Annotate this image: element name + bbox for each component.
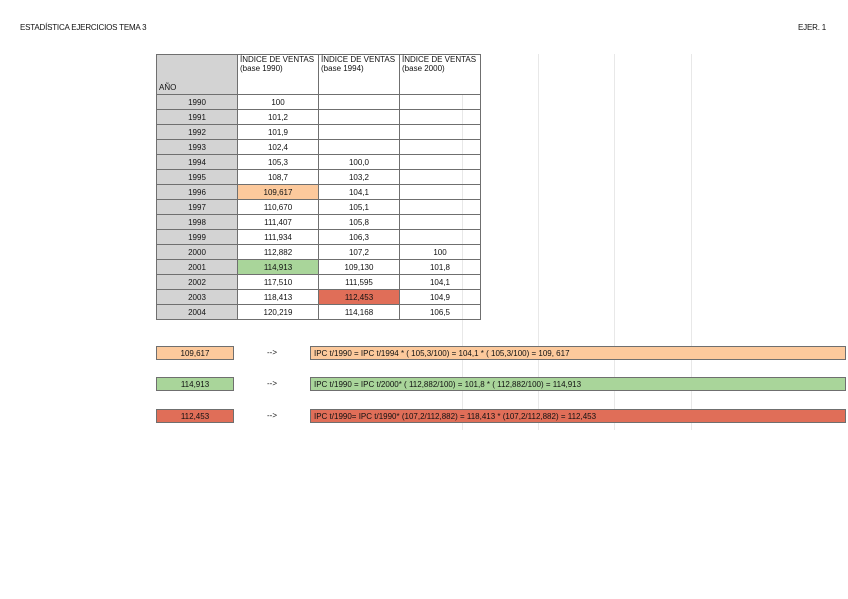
arrow-label: --> [267,379,277,388]
table-row [157,200,481,215]
header-year: AÑO [157,55,238,95]
cell-base-1994: 109,130 [319,260,400,275]
cell-year: 1999 [157,230,238,245]
cell-base-1994: 103,2 [319,170,400,185]
table-row [157,215,481,230]
cell-base-1994 [319,140,400,155]
cell-base-1994-highlight-red: 112,453 [319,290,400,305]
document-title: ESTADÍSTICA EJERCICIOS TEMA 3 [20,23,147,32]
cell-base-1994: 107,2 [319,245,400,260]
cell-year: 1990 [157,95,238,110]
table-row [157,95,481,110]
formula-result: 112,453 [156,409,234,423]
cell-base-1994: 111,595 [319,275,400,290]
cell-base-1990: 118,413 [238,290,319,305]
table-row [157,305,481,320]
formula-text: IPC t/1990= IPC t/1990* (107,2/112,882) = 118,413 * (107,2/112,882) = 112,453 [310,409,846,423]
cell-base-1990-highlight-green: 114,913 [238,260,319,275]
header-base-1994: ÍNDICE DE VENTAS (base 1994) [319,55,400,95]
cell-base-1994 [319,110,400,125]
cell-year: 2000 [157,245,238,260]
cell-year: 1993 [157,140,238,155]
cell-base-2000: 100 [400,245,481,260]
cell-base-2000 [400,155,481,170]
cell-base-2000 [400,170,481,185]
table-row [157,155,481,170]
arrow-label: --> [267,348,277,357]
cell-base-1994: 106,3 [319,230,400,245]
table-row [157,260,481,275]
table-row [157,140,481,155]
cell-base-1994 [319,95,400,110]
cell-base-1994: 104,1 [319,185,400,200]
table-row [157,170,481,185]
cell-year: 2004 [157,305,238,320]
cell-year: 2001 [157,260,238,275]
cell-base-1990: 110,670 [238,200,319,215]
cell-base-1990: 105,3 [238,155,319,170]
cell-base-1990: 117,510 [238,275,319,290]
table-row [157,125,481,140]
table-row [157,230,481,245]
exercise-label: EJER. 1 [798,23,826,32]
cell-base-1990: 111,407 [238,215,319,230]
cell-base-2000 [400,215,481,230]
cell-base-1994: 105,1 [319,200,400,215]
header-base-2000: ÍNDICE DE VENTAS (base 2000) [400,55,481,95]
table-row [157,110,481,125]
cell-base-2000 [400,95,481,110]
cell-year: 1995 [157,170,238,185]
cell-year: 1992 [157,125,238,140]
cell-base-2000 [400,200,481,215]
cell-base-1990: 101,9 [238,125,319,140]
cell-base-2000 [400,230,481,245]
cell-year: 1994 [157,155,238,170]
cell-base-1994: 100,0 [319,155,400,170]
cell-base-1994: 114,168 [319,305,400,320]
arrow-label: --> [267,411,277,420]
cell-base-1990-highlight-orange: 109,617 [238,185,319,200]
cell-base-1990: 108,7 [238,170,319,185]
cell-year: 1997 [157,200,238,215]
cell-base-2000: 101,8 [400,260,481,275]
cell-base-2000 [400,185,481,200]
cell-base-1990: 101,2 [238,110,319,125]
cell-base-2000 [400,140,481,155]
header-base-1990: ÍNDICE DE VENTAS (base 1990) [238,55,319,95]
cell-base-1990: 100 [238,95,319,110]
cell-year: 1991 [157,110,238,125]
formula-result: 114,913 [156,377,234,391]
table-row [157,245,481,260]
formula-result: 109,617 [156,346,234,360]
cell-base-2000: 104,9 [400,290,481,305]
table-row [157,275,481,290]
cell-base-1994 [319,125,400,140]
cell-base-1990: 120,219 [238,305,319,320]
cell-base-2000 [400,110,481,125]
table-header-row [157,55,481,95]
cell-year: 1998 [157,215,238,230]
cell-year: 1996 [157,185,238,200]
table-row [157,185,481,200]
formula-text: IPC t/1990 = IPC t/2000* ( 112,882/100) = 101,8 * ( 112,882/100) = 114,913 [310,377,846,391]
cell-base-1994: 105,8 [319,215,400,230]
cell-base-2000 [400,125,481,140]
formula-text: IPC t/1990 = IPC t/1994 * ( 105,3/100) = 104,1 * ( 105,3/100) = 109, 617 [310,346,846,360]
cell-year: 2002 [157,275,238,290]
table-row [157,290,481,305]
cell-base-1990: 112,882 [238,245,319,260]
cell-base-1990: 102,4 [238,140,319,155]
cell-base-1990: 111,934 [238,230,319,245]
cell-year: 2003 [157,290,238,305]
sales-index-table [156,54,481,320]
cell-base-2000: 104,1 [400,275,481,290]
cell-base-2000: 106,5 [400,305,481,320]
